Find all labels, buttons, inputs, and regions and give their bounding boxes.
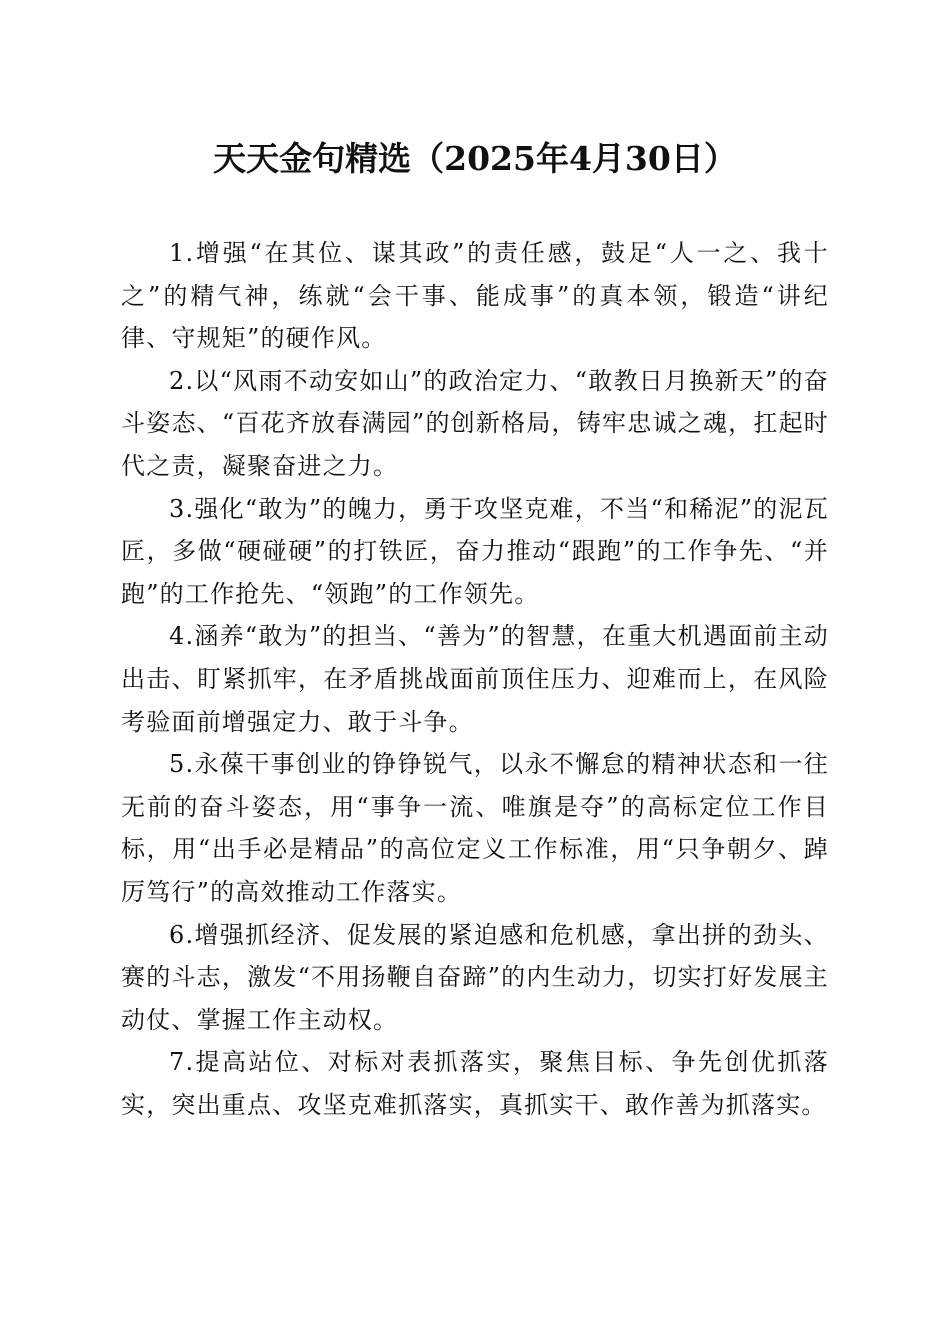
paragraph-1: 1.增强“在其位、谋其政”的责任感，鼓足“人一之、我十之”的精气神，练就“会干事、能成事”的真本领，锻造“讲纪律、守规矩”的硬作风。 — [121, 239, 829, 353]
document-title: 天天金句精选（2025年4月30日） — [213, 139, 737, 178]
paragraph-5: 5.永葆干事创业的铮铮锐气，以永不懈怠的精神状态和一往无前的奋斗姿态，用“事争一流、唯旗是夺”的高标定位工作目标，用“出手必是精品”的高位定义工作标准，用“只争朝夕、踔厉笃行”的高效推动工作落实。 — [121, 750, 829, 906]
paragraph-3: 3.强化“敢为”的魄力，勇于攻坚克难，不当“和稀泥”的泥瓦匠，多做“硬碰硬”的打铁匠，奋力推动“跟跑”的工作争先、“并跑”的工作抢先、“领跑”的工作领先。 — [121, 494, 829, 608]
paragraph-7: 7.提高站位、对标对表抓落实，聚焦目标、争先创优抓落实，突出重点、攻坚克难抓落实，真抓实干、敢作善为抓落实。 — [121, 1048, 829, 1119]
paragraph-6: 6.增强抓经济、促发展的紧迫感和危机感，拿出拼的劲头、赛的斗志，激发“不用扬鞭自奋蹄”的内生动力，切实打好发展主动仗、掌握工作主动权。 — [121, 920, 829, 1034]
paragraph-4: 4.涵养“敢为”的担当、“善为”的智慧，在重大机遇面前主动出击、盯紧抓牢，在矛盾挑战面前顶住压力、迎难而上，在风险考验面前增强定力、敢于斗争。 — [121, 622, 829, 736]
paragraph-2: 2.以“风雨不动安如山”的政治定力、“敢教日月换新天”的奋斗姿态、“百花齐放春满园”的创新格局，铸牢忠诚之魂，扛起时代之责，凝聚奋进之力。 — [121, 366, 829, 480]
document-body — [121, 232, 829, 1126]
